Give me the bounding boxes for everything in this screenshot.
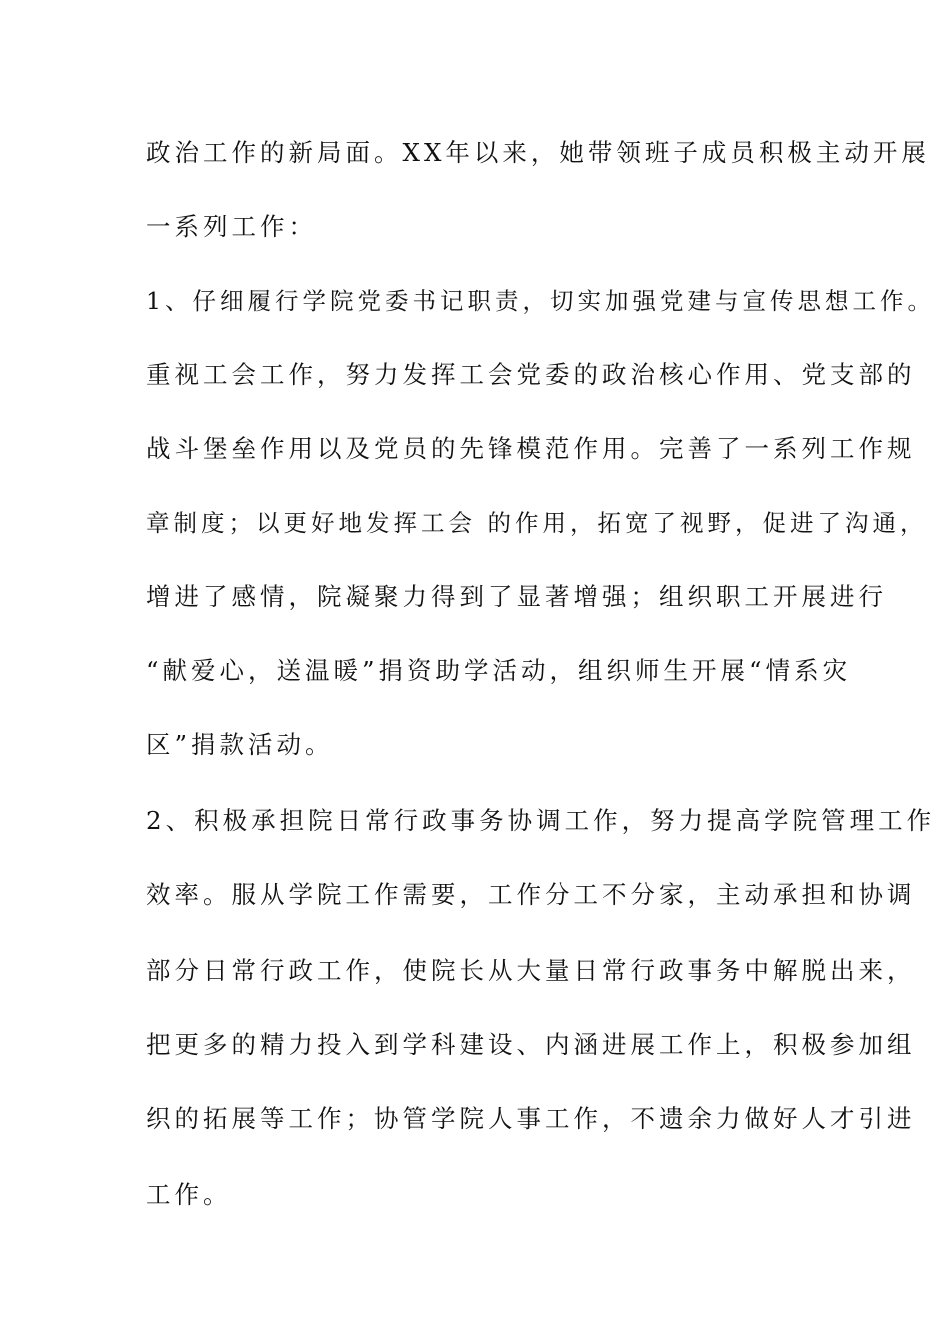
text-line: 重视工会工作，努力发挥工会党委的政治核心作用、党支部的 <box>146 360 916 389</box>
text-line: 2、积极承担院日常行政事务协调工作，努力提高学院管理工作 <box>146 806 936 835</box>
text-line: 织的拓展等工作；协管学院人事工作，不遗余力做好人才引进 <box>146 1104 916 1133</box>
text-line: 一系列工作： <box>146 212 317 241</box>
text-line: 政治工作的新局面。XX年以来，她带领班子成员积极主动开展 <box>146 138 930 167</box>
text-line: 1、仔细履行学院党委书记职责，切实加强党建与宣传思想工作。 <box>146 287 935 315</box>
text-line: 章制度；以更好地发挥工会 的作用，拓宽了视野，促进了沟通， <box>146 509 928 537</box>
text-line: 区”捐款活动。 <box>146 730 334 759</box>
text-line: 部分日常行政工作，使院长从大量日常行政事务中解脱出来， <box>146 956 916 985</box>
text-line: 效率。服从学院工作需要，工作分工不分家，主动承担和协调 <box>146 880 916 909</box>
text-line: 增进了感情，院凝聚力得到了显著增强；组织职工开展进行 <box>146 582 887 611</box>
text-line: 工作。 <box>146 1180 232 1209</box>
text-line: 战斗堡垒作用以及党员的先锋模范作用。完善了一系列工作规 <box>146 434 916 463</box>
text-line: “献爱心，送温暖”捐资助学活动，组织师生开展“情系灾 <box>146 656 852 685</box>
text-line: 把更多的精力投入到学科建设、内涵进展工作上，积极参加组 <box>146 1030 916 1059</box>
